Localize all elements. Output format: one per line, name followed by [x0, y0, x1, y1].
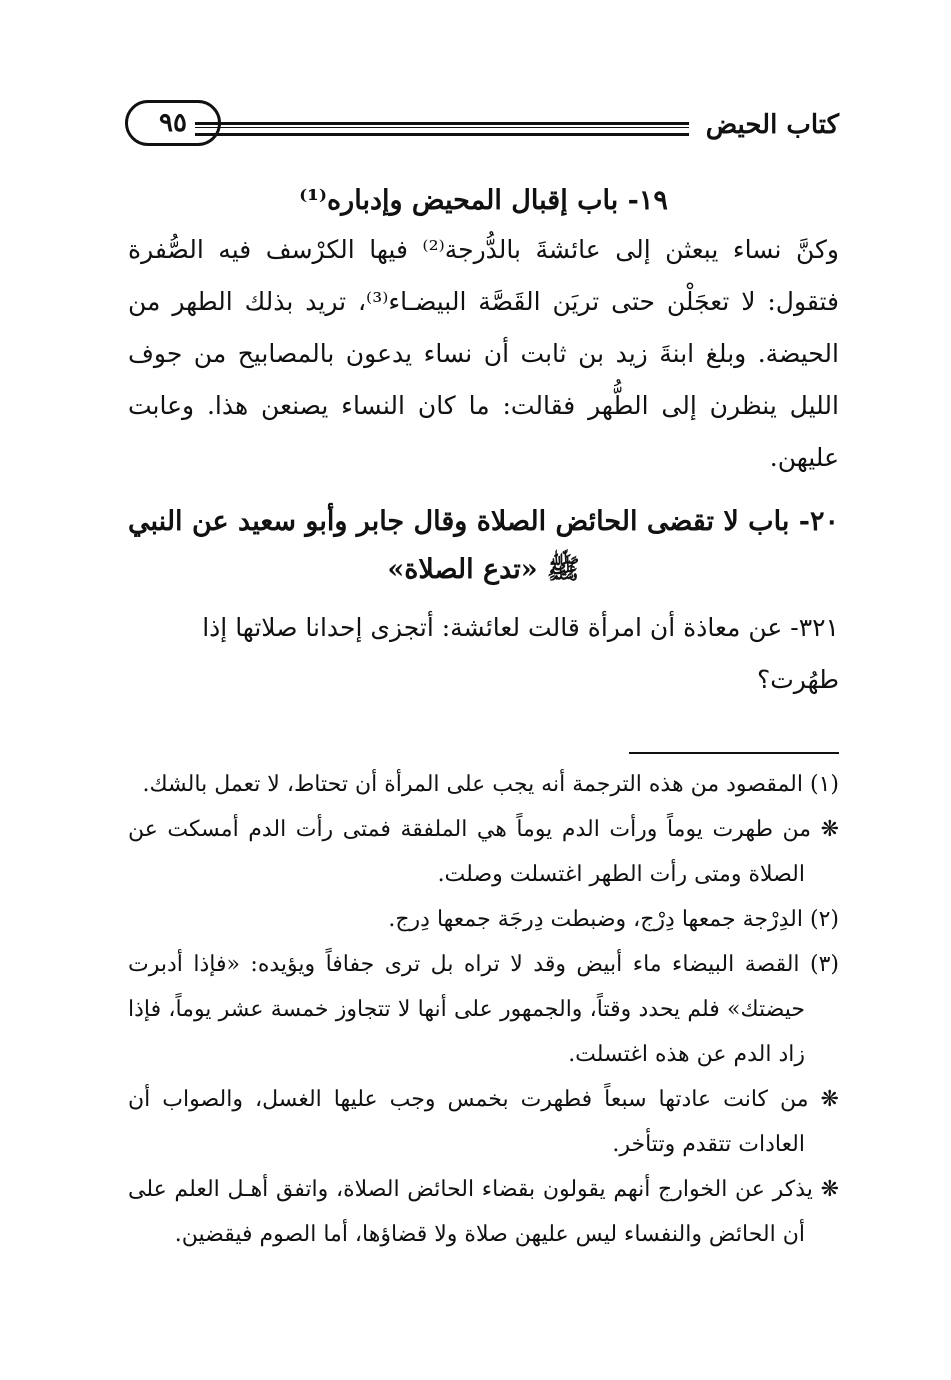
chapter-19-text: وكنَّ نساء يبعثن إلى عائشةَ بالدُّرجة⁽²⁾ فيها الكرْسف فيه الصُّفرة فتقول: لا تعجَلْن حتى تريَن القَصَّة البيضـاء⁽³⁾، تريد بذلك الطهر من الحيضة. وبلغ ابنةَ زيد بن ثابت أن نساء يدعون بالمصابيح من جوف الليل ينظرن إلى الطُّهر فقالت: ما كان النساء يصنعن هذا. وعابت عليهن. — [128, 235, 840, 472]
main-text — [128, 178, 839, 1257]
header-rule — [195, 122, 689, 136]
footnotes — [128, 762, 839, 1257]
chapter-heading-20: ٢٠- باب لا تقضى الحائض الصلاة وقال جابر وأبو سعيد عن النبي ﷺ «تدع الصلاة» — [128, 506, 839, 585]
footnote-1: (١) المقصود من هذه الترجمة أنه يجب على المرأة أن تحتاط، لا تعمل بالشك. — [142, 772, 839, 797]
footnote-note-3: ❋ يذكر عن الخوارج أنهم يقولون بقضاء الحائض الصلاة، واتفق أهـل العلم على أن الحائض والنفساء ليس عليهن صلاة ولا قضاؤها، أما الصوم فيقضين. — [128, 1177, 839, 1247]
footnote-note-1: ❋ من طهرت يوماً ورأت الدم يوماً هي الملفقة فمتى رأت الدم أمسكت عن الصلاة ومتى رأت الطهر اغتسلت وصلت. — [128, 817, 839, 887]
page-number: ٩٥ — [125, 100, 221, 146]
footnote-3: (٣) القصة البيضاء ماء أبيض وقد لا تراه بل ترى جفافاً ويؤيده: «فإذا أدبرت حيضتك» فلم يحدد وقتاً، والجمهور على أنها لا تتجاوز خمسة عشر يوماً، فإذا زاد الدم عن هذه اغتسلت. — [128, 952, 839, 1067]
page-header — [125, 100, 839, 160]
hadith-321: ٣٢١- عن معاذة أن امرأة قالت لعائشة: أتجزى إحدانا صلاتها إذا طهُرت؟ — [202, 613, 839, 694]
chapter-heading-19: ١٩- باب إقبال المحيض وإدباره⁽¹⁾ — [299, 185, 668, 216]
footnote-note-2: ❋ من كانت عادتها سبعاً فطهرت بخمس وجب عليها الغسل، والصواب أن العادات تتقدم وتتأخر. — [128, 1087, 839, 1157]
running-title: كتاب الحيض — [705, 110, 839, 140]
footnote-2: (٢) الدِرْجة جمعها دِرْج، وضبطت دِرجَة جمعها دِرج. — [388, 907, 839, 932]
footnote-separator — [629, 752, 839, 754]
